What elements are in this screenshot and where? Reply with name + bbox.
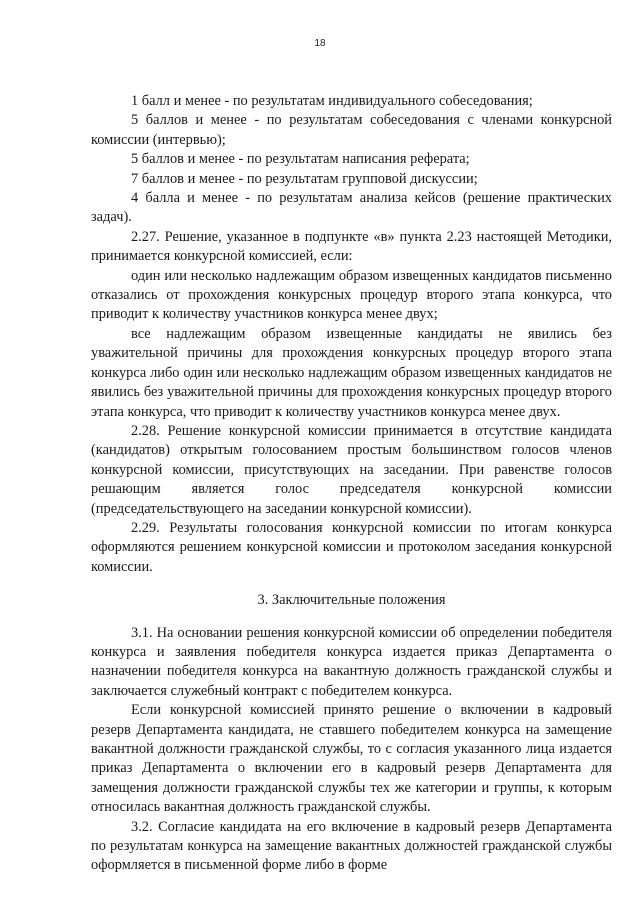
page-number: 18 <box>314 38 326 49</box>
section-heading: 3. Заключительные положения <box>257 592 446 609</box>
paragraph-score-discussion: 7 баллов и менее - по результатам групповой дискуссии; <box>131 170 478 187</box>
paragraph-score-individual: 1 балл и менее - по результатам индивидуального собеседования; <box>131 93 533 109</box>
paragraph-2-29: 2.29. Результаты голосования конкурсной комиссии по итогам конкурса оформляются решением конкурсной комиссии и протоколом заседания конкурсной комиссии. <box>91 519 612 575</box>
paragraph-3-1: 3.1. На основании решения конкурсной комиссии об определении победителя конкурса и заявления победителя конкурса издается приказ Департамента о назначении победителя конкурса на вакантную должность гражданской службы и заключается служебный контракт с победителем конкурса. <box>91 624 612 699</box>
paragraph-2-28: 2.28. Решение конкурсной комиссии принимается в отсутствие кандидата (кандидатов) открытым голосованием простым большинством голосов членов конкурсной комиссии, присутствующих на заседании. При равенстве голосов решающим является голос председателя конкурсной комиссии (председательствующего на заседании конкурсной комиссии). <box>91 422 612 517</box>
paragraph-score-cases: 4 балла и менее - по результатам анализа кейсов (решение практических задач). <box>91 190 612 226</box>
document-body <box>91 92 612 876</box>
paragraph-score-essay: 5 баллов и менее - по результатам написания реферата; <box>131 151 470 168</box>
paragraph-score-interview: 5 баллов и менее - по результатам собеседования с членами конкурсной комиссии (интервью); <box>91 112 612 148</box>
paragraph-2-27-refusal: один или несколько надлежащим образом извещенных кандидатов письменно отказались от прохождения конкурсных процедур второго этапа конкурса, что приводит к количеству участников конкурса менее двух; <box>91 267 612 323</box>
paragraph-2-27-absence: все надлежащим образом извещенные кандидаты не явились без уважительной причины для прохождения конкурсных процедур второго этапа конкурса либо один или несколько надлежащим образом извещенных кандидатов не явились без уважительной причины для прохождения конкурсных процедур второго этапа конкурса, что приводит к количеству участников конкурса менее двух. <box>91 325 612 420</box>
paragraph-3-2: 3.2. Согласие кандидата на его включение в кадровый резерв Департамента по результатам конкурса на замещение вакантных должностей гражданской службы оформляется в письменной форме либо в форме <box>91 818 612 874</box>
paragraph-3-1-reserve: Если конкурсной комиссией принято решение о включении в кадровый резерв Департамента кандидата, не ставшего победителем конкурса на замещение вакантной должности гражданской службы, то с согласия указанного лица издается приказ Департамента о включении его в кадровый резерв Департамента для замещения должности гражданской службы тех же категории и группы, к которым относилась вакантная должность гражданской службы. <box>91 702 612 816</box>
paragraph-2-27: 2.27. Решение, указанное в подпункте «в» пункта 2.23 настоящей Методики, принимается конкурсной комиссией, если: <box>91 228 612 265</box>
